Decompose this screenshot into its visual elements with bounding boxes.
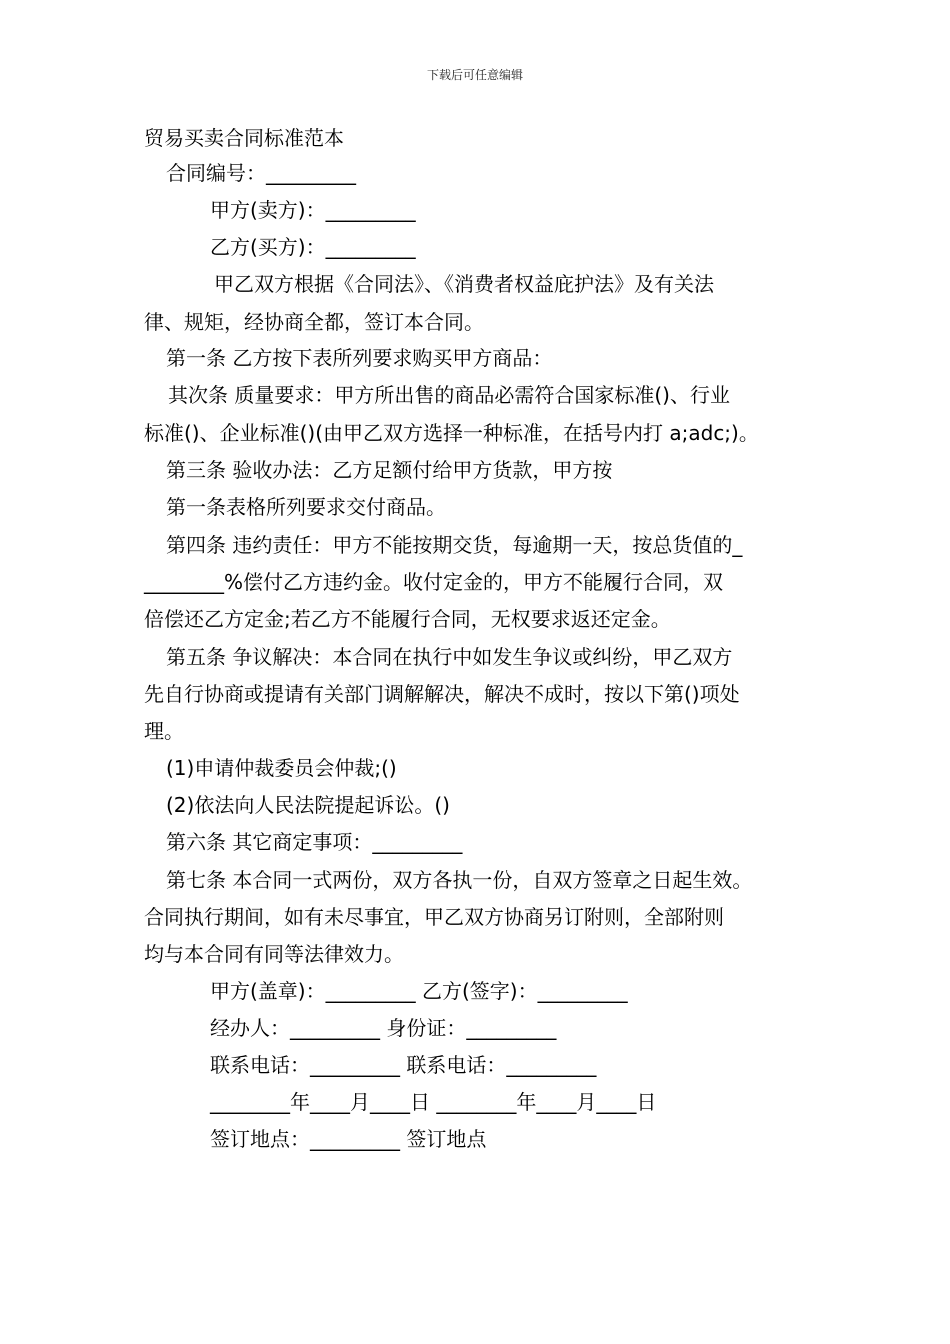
document-line: 理。 (144, 719, 184, 743)
document-line: 先自行协商或提请有关部门调解解决，解决不成时，按以下第()项处 (144, 682, 740, 706)
document-line: 乙方(买方)：_________ (210, 235, 416, 259)
page-header: 下载后可任意编辑 (426, 68, 523, 82)
document-line: 第一条表格所列要求交付商品。 (166, 495, 446, 519)
document-line: (1)申请仲裁委员会仲裁;() (166, 756, 397, 780)
document-line: 甲方(卖方)：_________ (210, 198, 416, 222)
document-line: 甲方(盖章)：_________ 乙方(签字)：_________ (210, 979, 628, 1003)
document-line: 联系电话：_________ 联系电话：_________ (210, 1053, 597, 1077)
document-line: 倍偿还乙方定金;若乙方不能履行合同，无权要求返还定金。 (144, 607, 671, 631)
document-line: ________年____月____日 ________年____月____日 (210, 1090, 657, 1114)
document-line: 第六条 其它商定事项：_________ (166, 830, 463, 854)
document-line: 第五条 争议解决：本合同在执行中如发生争议或纠纷，甲乙双方 (166, 645, 733, 669)
document-line: 第七条 本合同一式两份，双方各执一份，自双方签章之日起生效。 (166, 868, 753, 892)
document-line: 第三条 验收办法：乙方足额付给甲方货款，甲方按 (166, 458, 613, 482)
document-line: 均与本合同有同等法律效力。 (144, 942, 404, 966)
document-line: 签订地点：_________ 签订地点 (210, 1127, 487, 1151)
document-line: 合同执行期间，如有未尽事宜，甲乙双方协商另订附则，全部附则 (144, 905, 724, 929)
document-title: 贸易买卖合同标准范本 (144, 126, 344, 150)
document-line: 经办人：_________ 身份证：_________ (210, 1016, 557, 1040)
document-line: 标准()、企业标准()(由甲乙双方选择一种标准，在括号内打 a;adc;)。 (144, 421, 759, 445)
document-line: 律、规矩，经协商全都，签订本合同。 (144, 310, 484, 334)
document-line: 第四条 违约责任：甲方不能按期交货，每逾期一天，按总货值的_ (166, 533, 743, 557)
document-line: ________%偿付乙方违约金。收付定金的，甲方不能履行合同，双 (144, 570, 724, 594)
document-line: 其次条 质量要求：甲方所出售的商品必需符合国家标准()、行业 (168, 383, 730, 407)
document-line: 第一条 乙方按下表所列要求购买甲方商品： (166, 346, 553, 370)
document-line: (2)依法向人民法院提起诉讼。() (166, 793, 450, 817)
document-line: 合同编号：_________ (166, 161, 356, 185)
document-line: 甲乙双方根据《合同法》、《消费者权益庇护法》及有关法 (214, 272, 714, 296)
